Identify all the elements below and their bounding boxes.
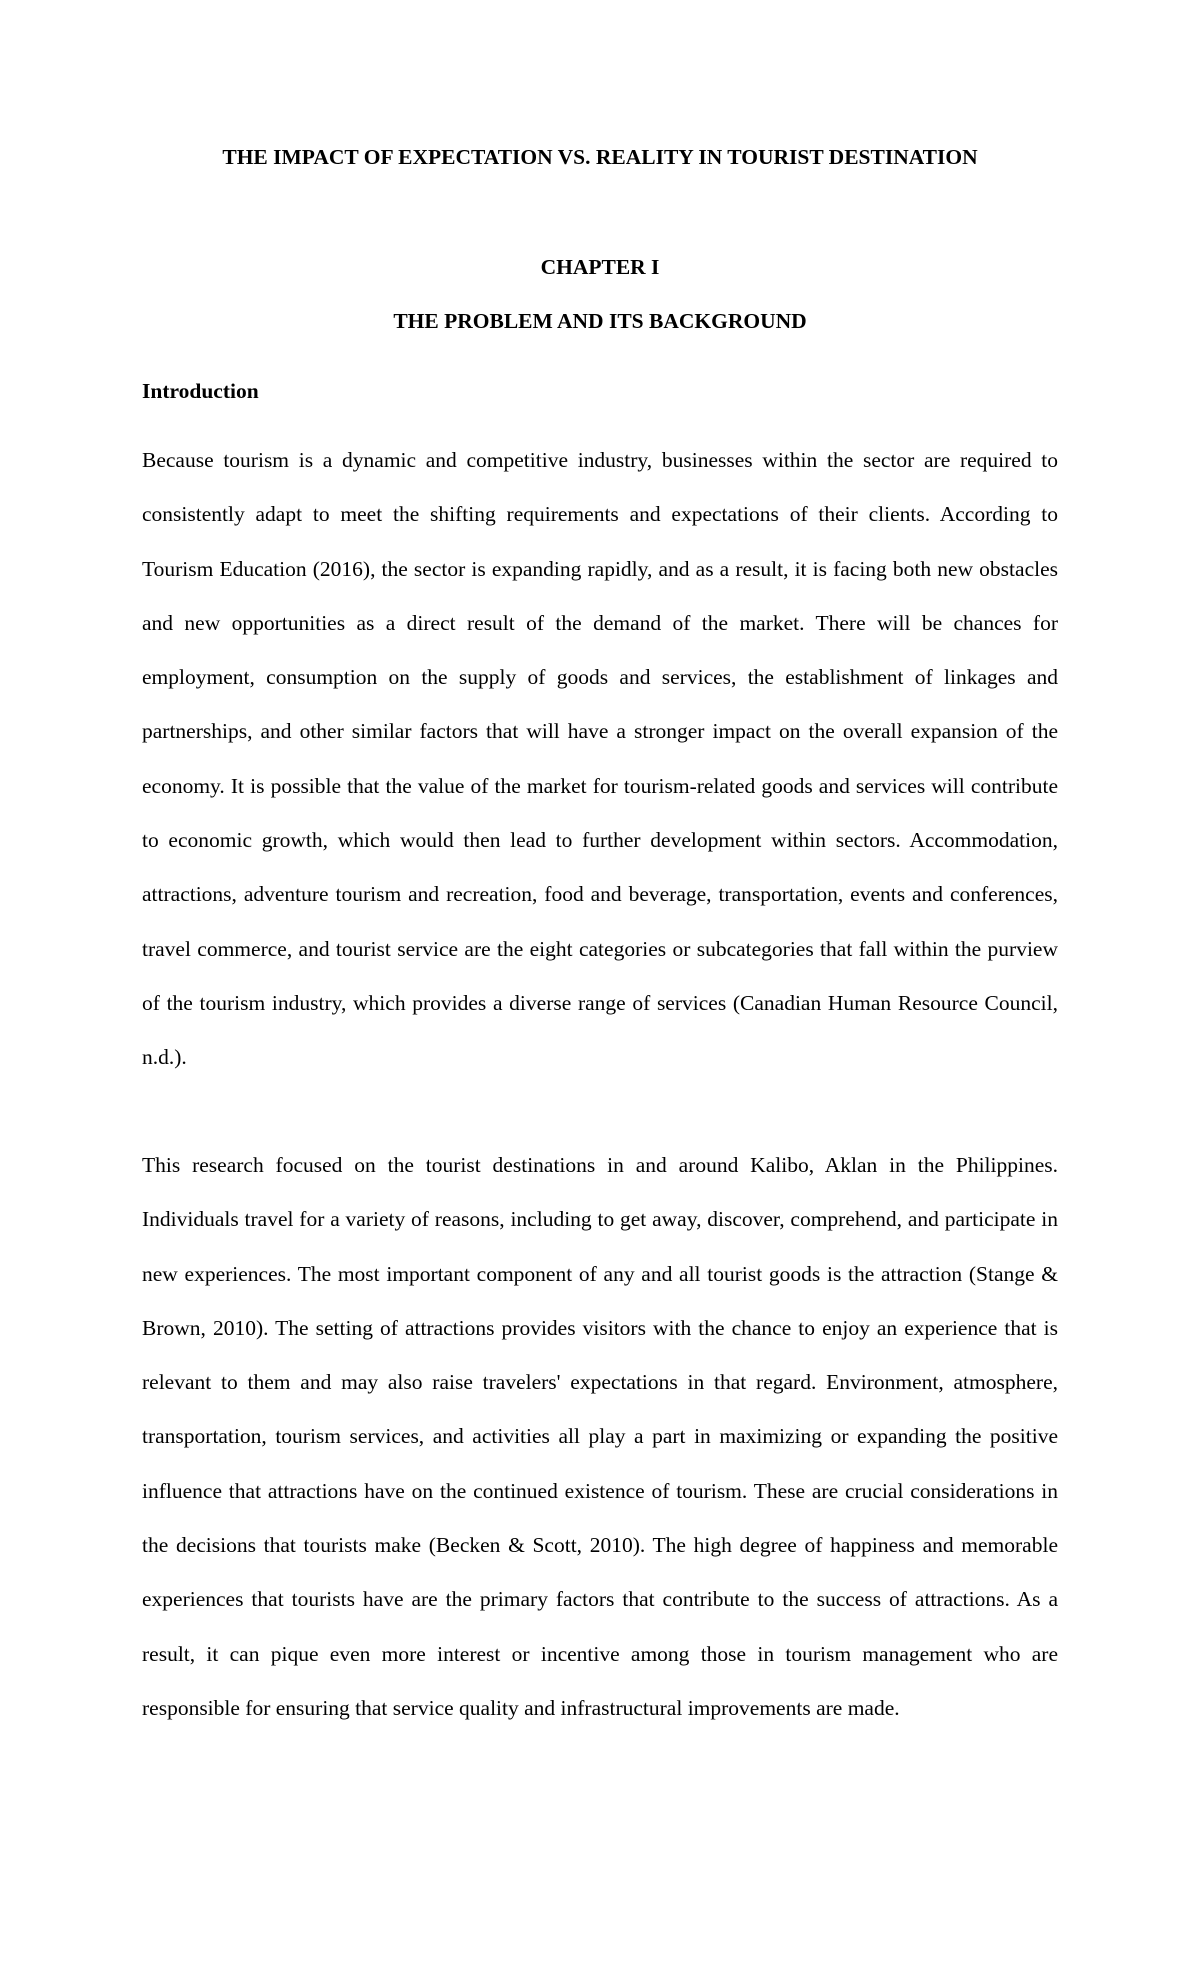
chapter-number: CHAPTER I: [540, 255, 660, 279]
body-paragraph-1: Because tourism is a dynamic and competitive industry, businesses within the sector are required to consistently adapt to meet the shifting requirements and expectations of their clients. According to Tourism Education (2016), the sector is expanding rapidly, and as a result, it is facing both new obstacles and new opportunities as a direct result of the demand of the market. There will be chances for employment, consumption on the supply of goods and services, the establishment of linkages and partnerships, and other similar factors that will have a stronger impact on the overall expansion of the economy. It is possible that the value of the market for tourism-related goods and services will contribute to economic growth, which would then lead to further development within sectors. Accommodation, attractions, adventure tourism and recreation, food and beverage, transportation, events and conferences, travel commerce, and tourist service are the eight categories or subcategories that fall within the purview of the tourism industry, which provides a diverse range of services (Canadian Human Resource Council, n.d.).: [142, 448, 1058, 1070]
body-paragraph-2: This research focused on the tourist destinations in and around Kalibo, Aklan in the Philippines. Individuals travel for a variety of reasons, including to get away, discover, comprehend, and participate in new experiences. The most important component of any and all tourist goods is the attraction (Stange & Brown, 2010). The setting of attractions provides visitors with the chance to enjoy an experience that is relevant to them and may also raise travelers' expectations in that regard. Environment, atmosphere, transportation, tourism services, and activities all play a part in maximizing or expanding the positive influence that attractions have on the continued existence of tourism. These are crucial considerations in the decisions that tourists make (Becken & Scott, 2010). The high degree of happiness and memorable experiences that tourists have are the primary factors that contribute to the success of attractions. As a result, it can pique even more interest or incentive among those in tourism management who are responsible for ensuring that service quality and infrastructural improvements are made.: [142, 1153, 1058, 1720]
chapter-title: THE PROBLEM AND ITS BACKGROUND: [393, 309, 807, 333]
document-title: THE IMPACT OF EXPECTATION VS. REALITY IN TOURIST DESTINATION: [222, 145, 978, 169]
section-heading-introduction: Introduction: [142, 379, 259, 403]
